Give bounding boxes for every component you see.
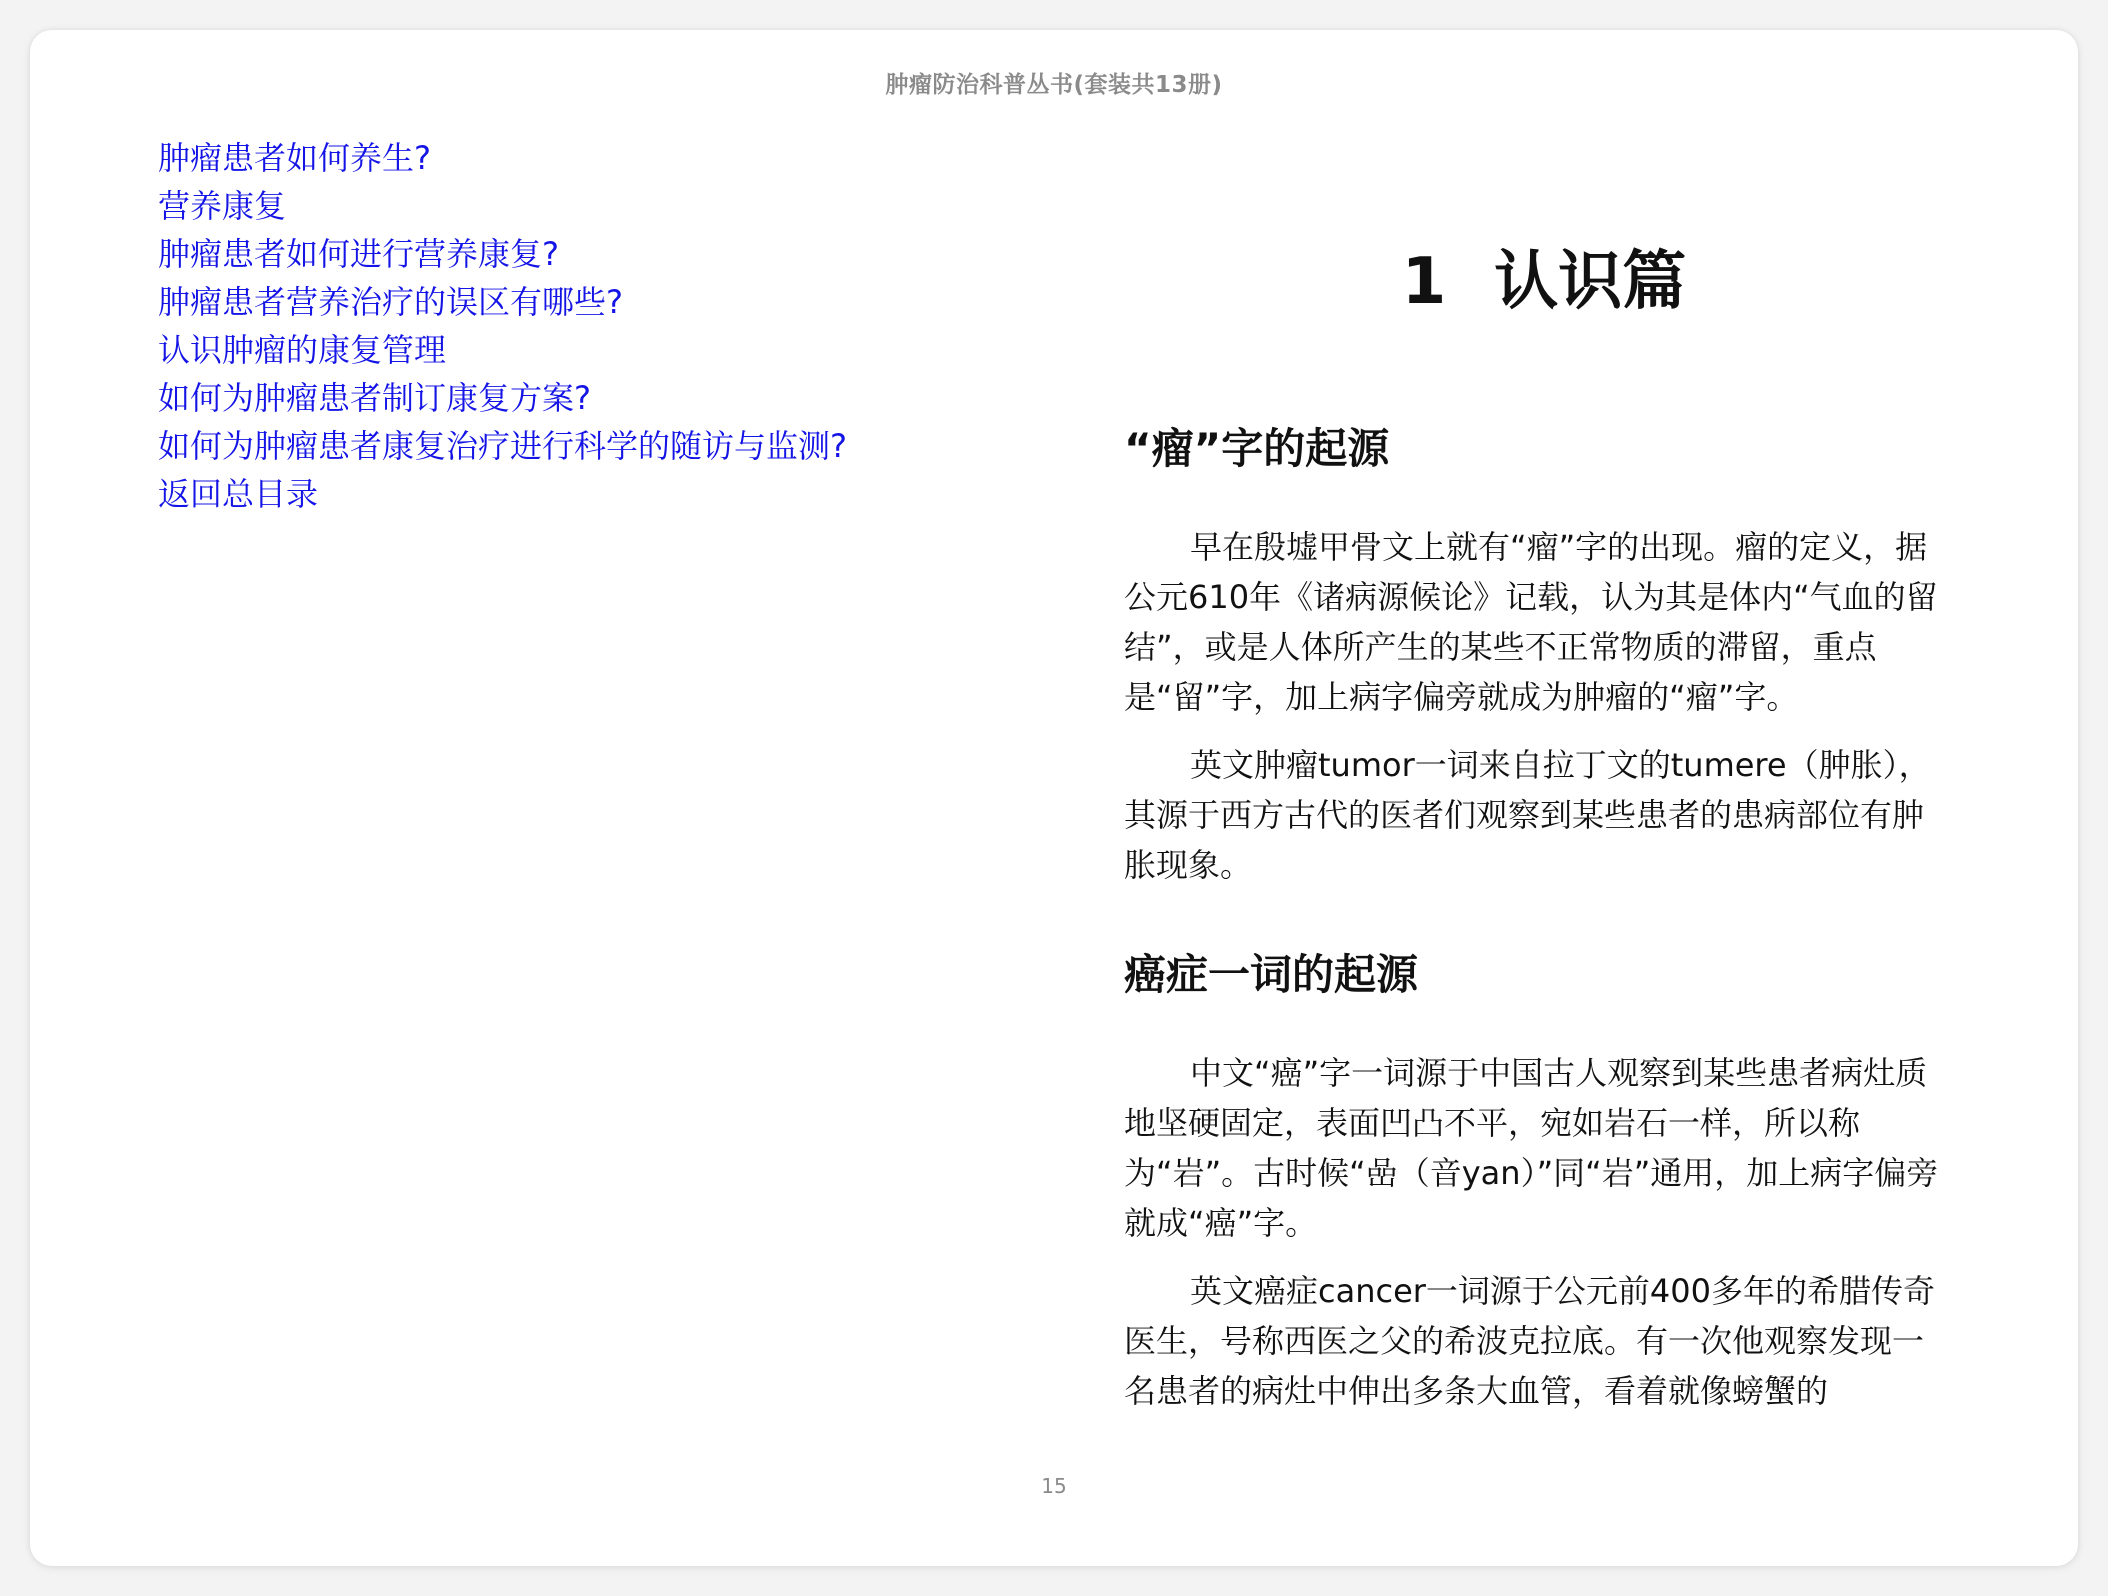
- toc-item: [158, 374, 1058, 422]
- table-of-contents: [158, 134, 1058, 518]
- toc-link-how-nutrition-recovery[interactable]: 肿瘤患者如何进行营养康复?: [158, 235, 559, 273]
- toc-link-recovery-management[interactable]: 认识肿瘤的康复管理: [158, 331, 447, 369]
- toc-link-back-to-main-contents[interactable]: 返回总目录: [158, 475, 319, 513]
- section-heading: 癌症一词的起源: [1124, 950, 1419, 999]
- toc-link-follow-up-monitoring[interactable]: 如何为肿瘤患者康复治疗进行科学的随访与监测?: [158, 427, 847, 465]
- paragraph: 英文肿瘤tumor一词来自拉丁文的tumere（肿胀），其源于西方古代的医者们观察到某些患者的患病部位有肿胀现象。: [1124, 746, 1931, 884]
- paragraph: 中文“癌”字一词源于中国古人观察到某些患者病灶质地坚硬固定，表面凹凸不平，宛如岩石一样，所以称为“岩”。古时候“嵒（音yan）”同“岩”通用，加上病字偏旁就成“癌”字。: [1124, 1054, 1939, 1242]
- toc-item: [158, 182, 1058, 230]
- paragraph: 英文癌症cancer一词源于公元前400多年的希腊传奇医生，号称西医之父的希波克拉底。有一次他观察发现一名患者的病灶中伸出多条大血管，看着就像螃蟹的: [1124, 1272, 1936, 1410]
- toc-link-nutrition-myths[interactable]: 肿瘤患者营养治疗的误区有哪些?: [158, 283, 623, 321]
- toc-link-how-to-recuperate[interactable]: 肿瘤患者如何养生?: [158, 139, 431, 177]
- section-heading: “瘤”字的起源: [1124, 424, 1390, 473]
- chapter-title-text: 认识篇: [1494, 245, 1687, 319]
- toc-item: [158, 278, 1058, 326]
- book-title: 肿瘤防治科普丛书(套装共13册): [885, 72, 1223, 98]
- toc-link-recovery-plan[interactable]: 如何为肿瘤患者制订康复方案?: [158, 379, 591, 417]
- paragraph: 早在殷墟甲骨文上就有“瘤”字的出现。瘤的定义，据公元610年《诸病源候论》记载，认为其是体内“气血的留结”，或是人体所产生的某些不正常物质的滞留，重点是“留”字，加上病字偏旁就成为肿瘤的“瘤”字。: [1124, 528, 1938, 716]
- toc-item: [158, 326, 1058, 374]
- chapter-number: 1: [1401, 245, 1447, 319]
- page-number: 15: [1041, 1474, 1067, 1498]
- right-page: [1124, 30, 1964, 1566]
- toc-link-nutrition-recovery[interactable]: 营养康复: [158, 187, 287, 225]
- toc-item: [158, 230, 1058, 278]
- toc-item: [158, 470, 1058, 518]
- toc-item: [158, 422, 1058, 470]
- chapter-title: [1124, 230, 1964, 322]
- toc-item: [158, 134, 1058, 182]
- reader-window: [30, 30, 2078, 1566]
